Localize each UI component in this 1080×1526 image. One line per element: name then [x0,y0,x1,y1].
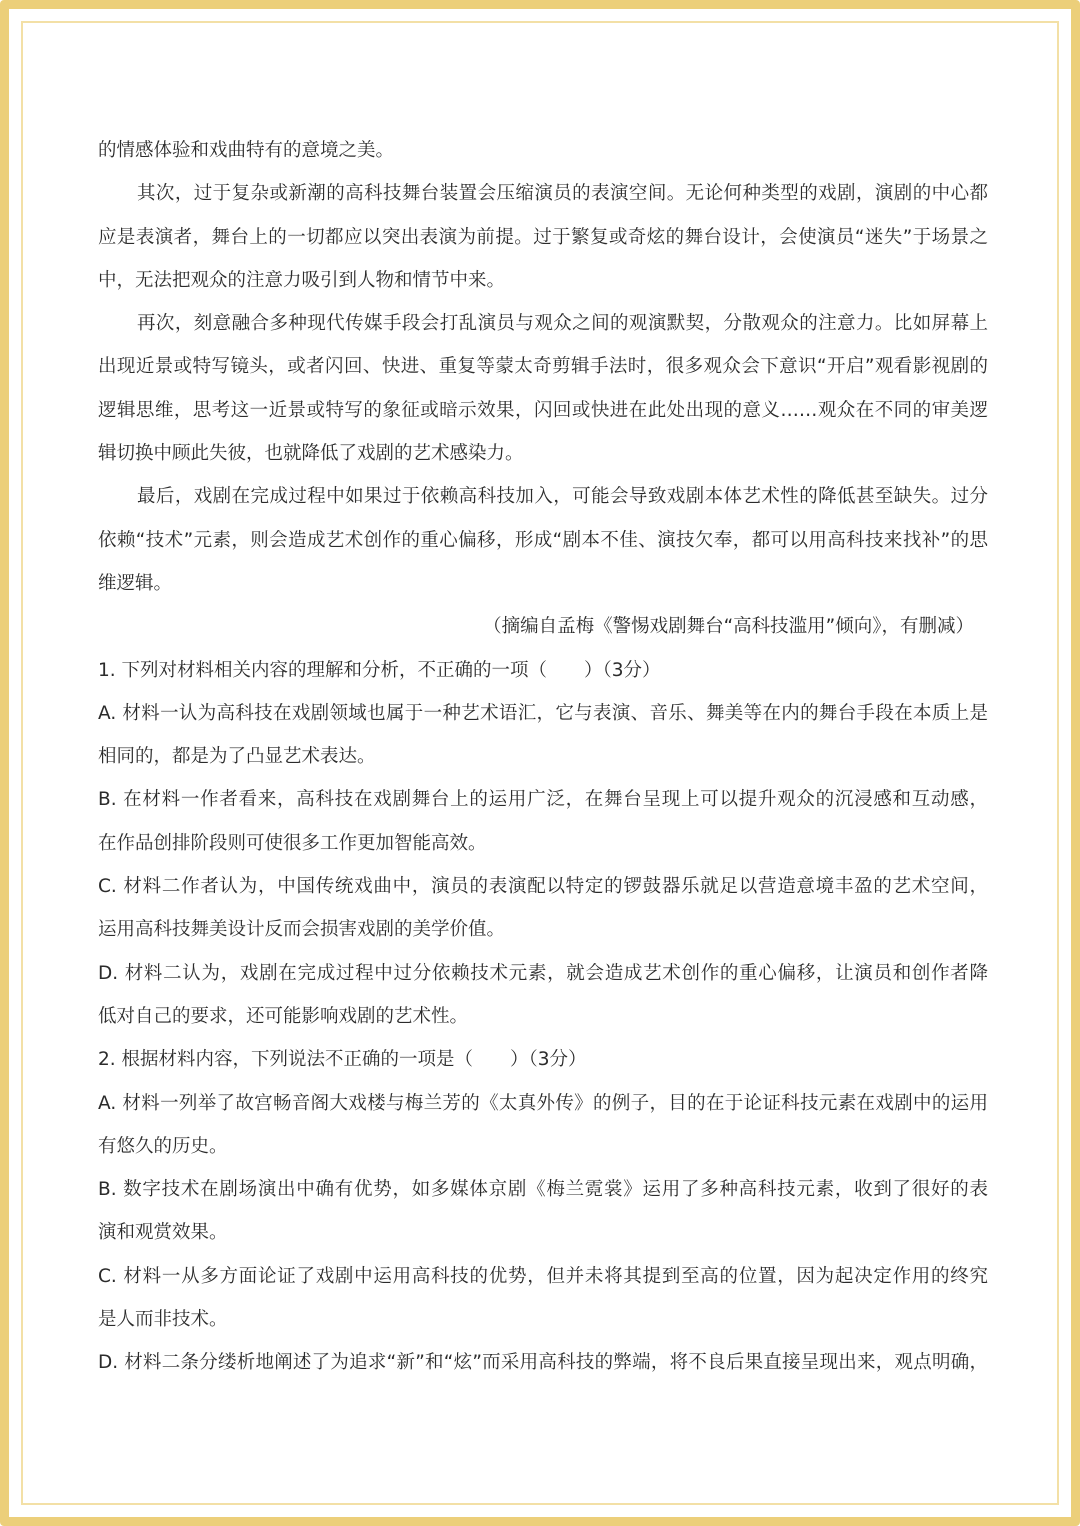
passage-line: 依赖“技术”元素，则会造成艺术创作的重心偏移，形成“剧本不佳、演技欠奉，都可以用高科技来找补”的思 [98,529,988,551]
question-2-option-b: B. 数字技术在剧场演出中确有优势，如多媒体京剧《梅兰霓裳》运用了多种高科技元素，收到了很好的表 [98,1179,988,1201]
question-2-option-d: D. 材料二条分缕析地阐述了为追求“新”和“炫”而采用高科技的弊端，将不良后果直接呈现出来，观点明确， [98,1352,988,1374]
passage-source: （摘编自孟梅《警惕戏剧舞台“高科技滥用”倾向》，有删减） [483,616,974,638]
question-2-option-a: A. 材料一列举了故宫畅音阁大戏楼与梅兰芳的《太真外传》的例子，目的在于论证科技元素在戏剧中的运用 [98,1092,988,1114]
passage-line: 最后，戏剧在完成过程中如果过于依赖高科技加入，可能会导致戏剧本体艺术性的降低甚至缺失。过分 [137,486,988,508]
exam-page-content [98,129,988,1385]
question-2-option-a-cont: 有悠久的历史。 [98,1135,228,1157]
passage-line: 出现近景或特写镜头，或者闪回、快进、重复等蒙太奇剪辑手法时，很多观众会下意识“开启”观看影视剧的 [98,356,988,378]
question-1-option-c-cont: 运用高科技舞美设计反而会损害戏剧的美学价值。 [98,919,506,941]
passage-line: 的情感体验和戏曲特有的意境之美。 [98,140,395,161]
passage-line: 逻辑思维，思考这一近景或特写的象征或暗示效果，闪回或快进在此处出现的意义……观众在不同的审美逻 [98,399,988,421]
question-2-option-b-cont: 演和观赏效果。 [98,1222,228,1244]
question-1-option-d: D. 材料二认为，戏剧在完成过程中过分依赖技术元素，就会造成艺术创作的重心偏移，让演员和创作者降 [98,962,988,984]
passage-line: 其次，过于复杂或新潮的高科技舞台装置会压缩演员的表演空间。无论何种类型的戏剧，演剧的中心都 [137,183,988,205]
question-1-option-b: B. 在材料一作者看来，高科技在戏剧舞台上的运用广泛，在舞台呈现上可以提升观众的沉浸感和互动感， [98,789,988,811]
question-1-option-d-cont: 低对自己的要求，还可能影响戏剧的艺术性。 [98,1005,469,1027]
passage-line: 再次，刻意融合多种现代传媒手段会打乱演员与观众之间的观演默契，分散观众的注意力。比如屏幕上 [137,313,988,335]
question-2-option-c-cont: 是人而非技术。 [98,1309,228,1331]
question-2-option-c: C. 材料一从多方面论证了戏剧中运用高科技的优势，但并未将其提到至高的位置，因为起决定作用的终究 [98,1265,988,1287]
question-1-option-a: A. 材料一认为高科技在戏剧领域也属于一种艺术语汇，它与表演、音乐、舞美等在内的舞台手段在本质上是 [98,702,988,724]
question-1-option-c: C. 材料二作者认为，中国传统戏曲中，演员的表演配以特定的锣鼓器乐就足以营造意境丰盈的艺术空间， [98,876,988,898]
passage-line: 维逻辑。 [98,572,173,594]
passage-line: 应是表演者，舞台上的一切都应以突出表演为前提。过于繁复或奇炫的舞台设计，会使演员“迷失”于场景之 [98,226,988,248]
question-1-stem: 1. 下列对材料相关内容的理解和分析，不正确的一项（ ）（3分） [98,659,661,681]
question-1-option-b-cont: 在作品创排阶段则可使很多工作更加智能高效。 [98,832,487,854]
passage-line: 辑切换中顾此失彼，也就降低了戏剧的艺术感染力。 [98,443,524,465]
passage-line: 中，无法把观众的注意力吸引到人物和情节中来。 [98,269,506,291]
question-2-stem: 2. 根据材料内容，下列说法不正确的一项是（ ）（3分） [98,1049,587,1071]
question-1-option-a-cont: 相同的，都是为了凸显艺术表达。 [98,746,376,768]
